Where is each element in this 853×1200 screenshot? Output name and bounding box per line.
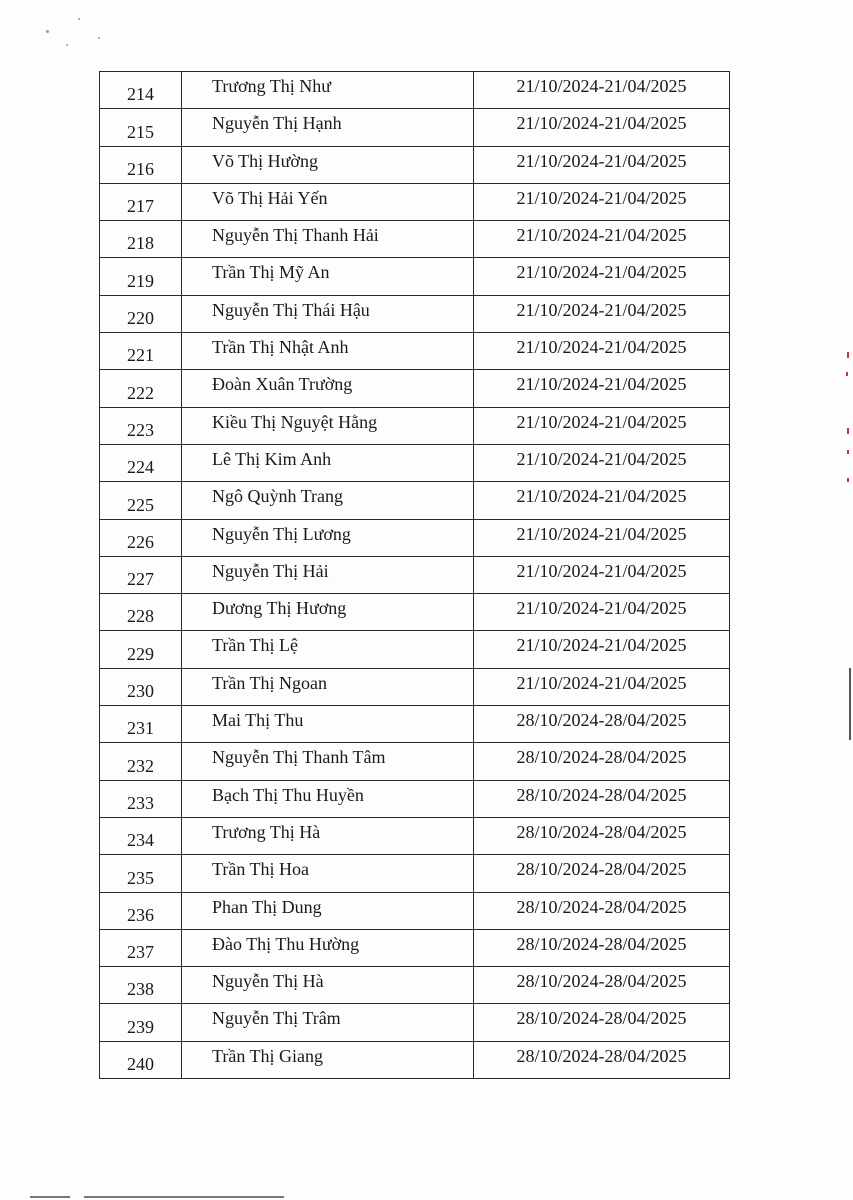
date-period: 21/10/2024-21/04/2025 bbox=[474, 444, 730, 481]
scan-speck bbox=[46, 30, 49, 33]
table-row bbox=[100, 295, 730, 332]
table-row bbox=[100, 1004, 730, 1041]
row-number: 214 bbox=[100, 72, 182, 109]
person-name: Trần Thị Ngoan bbox=[182, 668, 474, 705]
edge-mark bbox=[846, 372, 848, 376]
table-row bbox=[100, 146, 730, 183]
person-name: Đào Thị Thu Hường bbox=[182, 929, 474, 966]
date-period: 21/10/2024-21/04/2025 bbox=[474, 594, 730, 631]
date-period: 21/10/2024-21/04/2025 bbox=[474, 72, 730, 109]
edge-mark bbox=[847, 352, 849, 358]
edge-mark bbox=[847, 450, 849, 454]
person-name: Võ Thị Hường bbox=[182, 146, 474, 183]
table-row bbox=[100, 258, 730, 295]
edge-mark bbox=[847, 428, 849, 434]
table-row bbox=[100, 631, 730, 668]
person-name: Trần Thị Mỹ An bbox=[182, 258, 474, 295]
table-row bbox=[100, 519, 730, 556]
date-period: 21/10/2024-21/04/2025 bbox=[474, 258, 730, 295]
table-row bbox=[100, 668, 730, 705]
person-name: Đoàn Xuân Trường bbox=[182, 370, 474, 407]
table-row bbox=[100, 221, 730, 258]
date-period: 21/10/2024-21/04/2025 bbox=[474, 519, 730, 556]
row-number: 216 bbox=[100, 146, 182, 183]
table-row bbox=[100, 706, 730, 743]
bottom-edge-rule bbox=[84, 1196, 284, 1198]
person-name: Nguyễn Thị Lương bbox=[182, 519, 474, 556]
person-name: Ngô Quỳnh Trang bbox=[182, 482, 474, 519]
person-name: Trương Thị Như bbox=[182, 72, 474, 109]
row-number: 223 bbox=[100, 407, 182, 444]
person-name: Trần Thị Nhật Anh bbox=[182, 333, 474, 370]
scan-speck bbox=[66, 44, 68, 46]
person-name: Trương Thị Hà bbox=[182, 817, 474, 854]
scan-speck bbox=[78, 18, 80, 20]
table-row bbox=[100, 183, 730, 220]
table-row bbox=[100, 967, 730, 1004]
edge-bar bbox=[849, 668, 851, 740]
person-name: Mai Thị Thu bbox=[182, 706, 474, 743]
table-row bbox=[100, 72, 730, 109]
person-name: Nguyễn Thị Thái Hậu bbox=[182, 295, 474, 332]
date-period: 28/10/2024-28/04/2025 bbox=[474, 855, 730, 892]
date-period: 21/10/2024-21/04/2025 bbox=[474, 631, 730, 668]
row-number: 233 bbox=[100, 780, 182, 817]
table-row bbox=[100, 594, 730, 631]
table-row bbox=[100, 370, 730, 407]
date-period: 28/10/2024-28/04/2025 bbox=[474, 780, 730, 817]
row-number: 220 bbox=[100, 295, 182, 332]
date-period: 28/10/2024-28/04/2025 bbox=[474, 1004, 730, 1041]
row-number: 235 bbox=[100, 855, 182, 892]
row-number: 224 bbox=[100, 444, 182, 481]
person-name: Trần Thị Giang bbox=[182, 1041, 474, 1078]
table-row bbox=[100, 444, 730, 481]
date-period: 28/10/2024-28/04/2025 bbox=[474, 817, 730, 854]
row-number: 238 bbox=[100, 967, 182, 1004]
person-name: Trần Thị Lệ bbox=[182, 631, 474, 668]
date-period: 21/10/2024-21/04/2025 bbox=[474, 221, 730, 258]
person-name: Dương Thị Hương bbox=[182, 594, 474, 631]
table-row bbox=[100, 743, 730, 780]
row-number: 219 bbox=[100, 258, 182, 295]
row-number: 217 bbox=[100, 183, 182, 220]
row-number: 222 bbox=[100, 370, 182, 407]
person-name: Nguyễn Thị Hà bbox=[182, 967, 474, 1004]
person-name: Nguyễn Thị Trâm bbox=[182, 1004, 474, 1041]
table-row bbox=[100, 892, 730, 929]
row-number: 215 bbox=[100, 109, 182, 146]
table-row bbox=[100, 109, 730, 146]
person-name: Nguyễn Thị Thanh Tâm bbox=[182, 743, 474, 780]
date-period: 21/10/2024-21/04/2025 bbox=[474, 668, 730, 705]
date-period: 21/10/2024-21/04/2025 bbox=[474, 183, 730, 220]
scan-speck bbox=[98, 37, 100, 39]
roster-table bbox=[99, 71, 730, 1079]
date-period: 21/10/2024-21/04/2025 bbox=[474, 333, 730, 370]
person-name: Võ Thị Hải Yến bbox=[182, 183, 474, 220]
date-period: 28/10/2024-28/04/2025 bbox=[474, 1041, 730, 1078]
row-number: 239 bbox=[100, 1004, 182, 1041]
row-number: 229 bbox=[100, 631, 182, 668]
person-name: Bạch Thị Thu Huyền bbox=[182, 780, 474, 817]
table-row bbox=[100, 1041, 730, 1078]
date-period: 21/10/2024-21/04/2025 bbox=[474, 370, 730, 407]
roster-table-body bbox=[100, 72, 730, 1079]
date-period: 28/10/2024-28/04/2025 bbox=[474, 967, 730, 1004]
row-number: 234 bbox=[100, 817, 182, 854]
row-number: 231 bbox=[100, 706, 182, 743]
edge-mark bbox=[847, 478, 849, 482]
row-number: 230 bbox=[100, 668, 182, 705]
date-period: 21/10/2024-21/04/2025 bbox=[474, 295, 730, 332]
table-row bbox=[100, 929, 730, 966]
bottom-edge-rule bbox=[30, 1196, 70, 1198]
row-number: 240 bbox=[100, 1041, 182, 1078]
table-row bbox=[100, 855, 730, 892]
table-row bbox=[100, 482, 730, 519]
date-period: 21/10/2024-21/04/2025 bbox=[474, 482, 730, 519]
date-period: 28/10/2024-28/04/2025 bbox=[474, 892, 730, 929]
table-row bbox=[100, 407, 730, 444]
date-period: 21/10/2024-21/04/2025 bbox=[474, 109, 730, 146]
date-period: 28/10/2024-28/04/2025 bbox=[474, 929, 730, 966]
person-name: Nguyễn Thị Hải bbox=[182, 556, 474, 593]
table-row bbox=[100, 333, 730, 370]
row-number: 236 bbox=[100, 892, 182, 929]
table-row bbox=[100, 817, 730, 854]
row-number: 237 bbox=[100, 929, 182, 966]
date-period: 28/10/2024-28/04/2025 bbox=[474, 706, 730, 743]
person-name: Trần Thị Hoa bbox=[182, 855, 474, 892]
person-name: Kiều Thị Nguyệt Hằng bbox=[182, 407, 474, 444]
table-row bbox=[100, 556, 730, 593]
person-name: Phan Thị Dung bbox=[182, 892, 474, 929]
row-number: 218 bbox=[100, 221, 182, 258]
person-name: Nguyễn Thị Thanh Hải bbox=[182, 221, 474, 258]
row-number: 221 bbox=[100, 333, 182, 370]
row-number: 228 bbox=[100, 594, 182, 631]
date-period: 21/10/2024-21/04/2025 bbox=[474, 556, 730, 593]
person-name: Nguyễn Thị Hạnh bbox=[182, 109, 474, 146]
table-row bbox=[100, 780, 730, 817]
row-number: 227 bbox=[100, 556, 182, 593]
date-period: 21/10/2024-21/04/2025 bbox=[474, 146, 730, 183]
date-period: 21/10/2024-21/04/2025 bbox=[474, 407, 730, 444]
date-period: 28/10/2024-28/04/2025 bbox=[474, 743, 730, 780]
person-name: Lê Thị Kim Anh bbox=[182, 444, 474, 481]
row-number: 225 bbox=[100, 482, 182, 519]
row-number: 232 bbox=[100, 743, 182, 780]
row-number: 226 bbox=[100, 519, 182, 556]
